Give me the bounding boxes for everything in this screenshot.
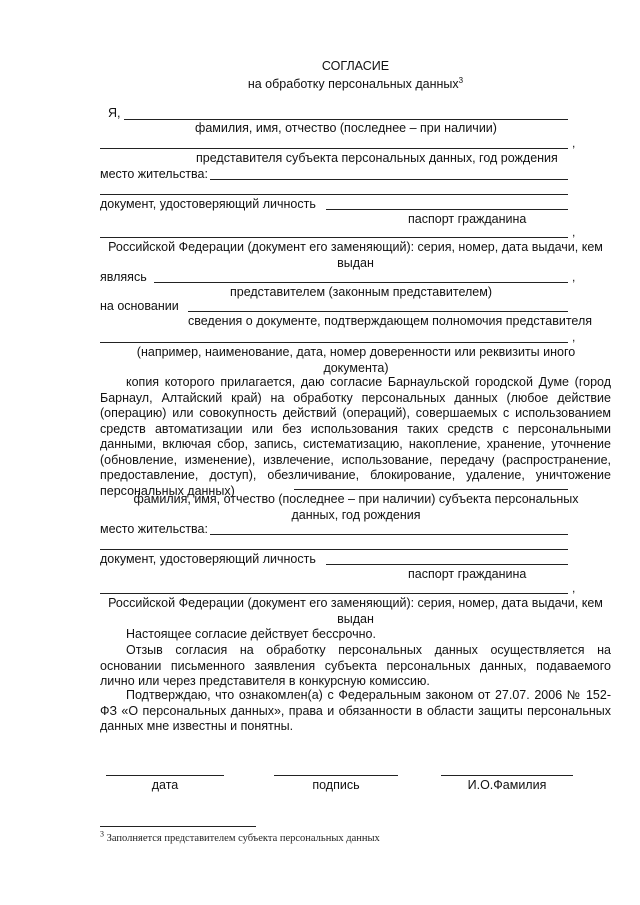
withdraw-paragraph: Отзыв согласия на обработку персональных данных осуществляется на основании письменного заявления субъекта персональных данных, подаваемого лично или через представителя в конкурсную комиссию. <box>100 643 611 688</box>
subject-name-field[interactable] <box>294 489 568 490</box>
footnote-separator <box>100 826 256 827</box>
representative-birth-field[interactable] <box>100 148 568 149</box>
passport-details-caption-2: Российской Федерации (документ его заменяющий): серия, номер, дата выдачи, кем выдан <box>108 596 603 626</box>
passport-caption-2: паспорт гражданина <box>408 567 527 581</box>
basis-field[interactable] <box>188 311 568 312</box>
comma: , <box>572 270 576 284</box>
residence-field-2[interactable] <box>210 534 568 535</box>
residence-label: место жительства: <box>100 167 208 181</box>
residence-field[interactable] <box>210 179 568 180</box>
document-subtitle: на обработку персональных данных$^3$ <box>247 75 464 91</box>
representative-name-field[interactable] <box>124 119 568 120</box>
subject-caption: фамилия, имя, отчество (последнее – при наличии) субъекта персональных данных, год рождения <box>133 492 579 522</box>
passport-caption: паспорт гражданина <box>408 212 527 226</box>
basis-example-caption: (например, наименование, дата, номер доверенности или реквизиты иного документа) <box>136 345 576 375</box>
being-label: являясь <box>100 270 147 284</box>
date-field[interactable] <box>106 775 224 776</box>
signature-caption: подпись <box>312 778 360 792</box>
footnote-reference: 3 <box>458 75 464 85</box>
comma: , <box>572 136 576 150</box>
residence-label-2: место жительства: <box>100 522 208 536</box>
representative-role-caption: представителем (законным представителем) <box>229 285 493 299</box>
basis-example-field[interactable] <box>100 342 568 343</box>
signature-field[interactable] <box>274 775 398 776</box>
full-name-field[interactable] <box>441 775 573 776</box>
residence-field-2-line-2[interactable] <box>100 549 568 550</box>
id-document-field-2[interactable] <box>326 564 568 565</box>
representative-birth-caption: представителя субъекта персональных данных, год рождения <box>196 151 558 165</box>
consent-paragraph: копия которого прилагается, даю согласие Барнаульской городской Думе (город Барнаул, Алтайский край) на обработку персональных данных (любое действие (операцию) или совокупность действий (операций), совершаемых с использованием средств автоматизации или без использования таких средств с персональными данными, включая сбор, запись, систематизацию, накопление, хранение, уточнение (обновление, изменение), извлечение, использование, передачу (распространение, предоставление, доступ), обезличивание, блокирование, удаление, уничтожение персональных данных) <box>100 375 611 498</box>
footnote <box>100 831 380 847</box>
footnote-text: Заполняется представителем субъекта персональных данных <box>106 833 380 844</box>
representative-role-field[interactable] <box>154 282 568 283</box>
confirm-paragraph: Подтверждаю, что ознакомлен(а) с Федеральным законом от 27.07. 2006 № 152-ФЗ «О персональных данных», права и обязанности в области защиты персональных данных мне известны и понятны. <box>100 688 611 733</box>
passport-details-field[interactable] <box>100 237 568 238</box>
basis-label: на основании <box>100 299 179 313</box>
full-name-caption: И.О.Фамилия <box>467 778 547 792</box>
passport-details-caption: Российской Федерации (документ его заменяющий): серия, номер, дата выдачи, кем выдан <box>108 240 603 270</box>
comma: , <box>572 581 576 595</box>
id-document-field[interactable] <box>326 209 568 210</box>
basis-caption: сведения о документе, подтверждающем полномочия представителя <box>188 314 593 328</box>
id-document-label-2: документ, удостоверяющий личность <box>100 552 316 566</box>
passport-details-field-2[interactable] <box>100 593 568 594</box>
residence-field-line-2[interactable] <box>100 194 568 195</box>
footnote-mark: 3 <box>100 829 104 839</box>
comma: , <box>572 225 576 239</box>
intro-label: Я, <box>108 106 121 120</box>
document-title: СОГЛАСИЕ <box>321 59 390 73</box>
representative-name-caption: фамилия, имя, отчество (последнее – при наличии) <box>195 121 497 135</box>
date-caption: дата <box>151 778 179 792</box>
comma: , <box>572 330 576 344</box>
validity-text: Настоящее согласие действует бессрочно. <box>126 627 376 641</box>
id-document-label: документ, удостоверяющий личность <box>100 197 316 211</box>
